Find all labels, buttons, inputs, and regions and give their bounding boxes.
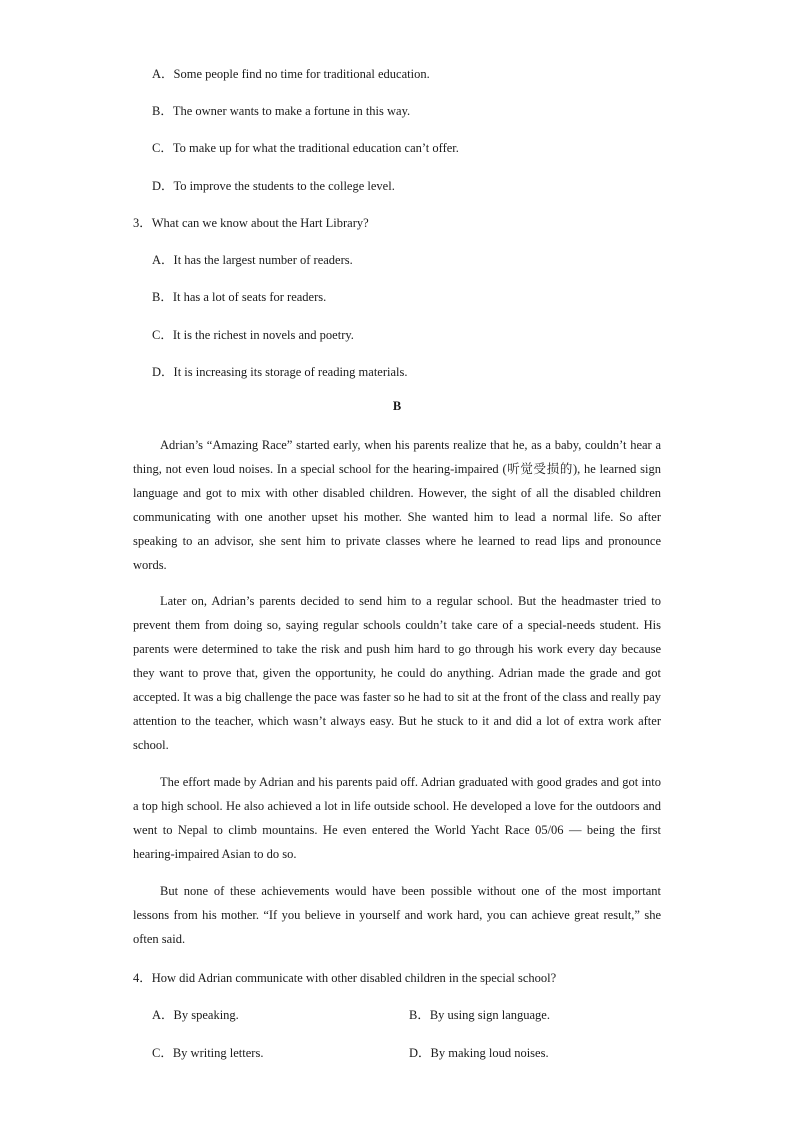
q3-option-a: A．It has the largest number of readers. (152, 253, 353, 267)
q2-option-a: A．Some people find no time for traditional education. (152, 67, 430, 81)
passage-paragraph-2: Later on, Adrian’s parents decided to send him to a regular school. But the headmaster tried to prevent them from doing so, saying regular schools couldn’t take care of a special-needs student. His parents were determined to take the risk and push him hard to go through his work every day because they want to prove that, given the opportunity, he could do anything. Adrian made the grade and got accepted. It was a big challenge the pace was faster so he had to sit at the front of the class and really pay attention to the teacher, which wasn’t always easy. But he stuck to it and did a lot of extra work after school. (133, 594, 661, 752)
question-4-text: 4．How did Adrian communicate with other disabled children in the special school? (133, 971, 557, 985)
q4-option-c: C．By writing letters. (152, 1046, 264, 1060)
q2-option-b: B．The owner wants to make a fortune in this way. (152, 104, 411, 118)
q3-option-d: D．It is increasing its storage of reading materials. (152, 365, 408, 379)
q4-option-d: D．By making loud noises. (409, 1046, 549, 1060)
passage-paragraph-4: But none of these achievements would have been possible without one of the most important lessons from his mother. “If you believe in yourself and work hard, you can achieve great result,” she often said. (133, 884, 661, 946)
q3-option-c: C．It is the richest in novels and poetry. (152, 328, 354, 342)
passage-paragraph-3: The effort made by Adrian and his parents paid off. Adrian graduated with good grades and got into a top high school. He also achieved a lot in life outside school. He developed a love for the outdoors and went to Nepal to climb mountains. He even entered the World Yacht Race 05/06 — being the first hearing-impaired Asian to do so. (133, 775, 661, 861)
q4-option-b: B．By using sign language. (409, 1008, 550, 1022)
passage-paragraph-1: Adrian’s “Amazing Race” started early, when his parents realize that he, as a baby, couldn’t hear a thing, not even loud noises. In a special school for the hearing-impaired (听觉受损的), he learned sign language and got to mix with other disabled children. However, the sight of all the disabled children communicating with one another upset his mother. She wanted him to lead a normal life. So after speaking to an advisor, she sent him to private classes where he learned to read lips and pronounce words. (133, 438, 661, 572)
question-3-text: 3．What can we know about the Hart Library? (133, 216, 369, 230)
q3-option-b: B．It has a lot of seats for readers. (152, 290, 327, 304)
q2-option-d: D．To improve the students to the college level. (152, 179, 395, 193)
q2-option-c: C．To make up for what the traditional education can’t offer. (152, 141, 459, 155)
section-title: B (392, 399, 402, 413)
q4-option-a: A．By speaking. (152, 1008, 239, 1022)
